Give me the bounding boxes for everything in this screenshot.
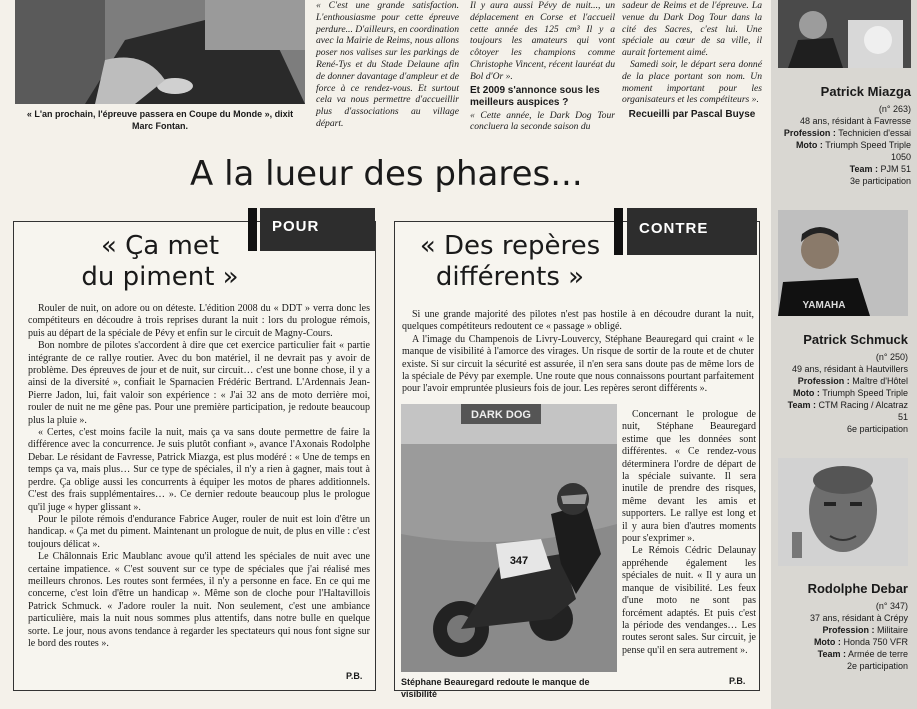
top-photo-caption: « L'an prochain, l'épreuve passera en Coupe du Monde », dixit Marc Fontan.	[26, 109, 294, 131]
pour-title: « Ça met du piment »	[81, 231, 239, 292]
pour-initials: P.B.	[346, 671, 363, 681]
pour-body: Rouler de nuit, on adore ou on déteste. L'édition 2008 du « DDT » verra donc les compétiteurs en découdre à trois reprises durant la nuit : lors du prologue rémois, puis au départ de la spéciale de Pévy et enfin sur le circuit de Magny-Cours. Bon nombre de pilotes s'accordent à dire que cet exercice particulier fait « partie intégrante de ce rallye routier. Avec du bon matériel, il ne devrait pas y avoir de problème. Des épreuves de jour et de nuit, sur circuit… c'est une bonne chose, il y a ainsi de la diversité », confiait le Sparnacien Frédéric Bertrand. L'Ardennais Jean-Pierre Jadon, lui, fait valoir son expérience : « J'ai 32 ans de moto derrière moi, rouler de nuit ne me gêne pas. Pour une première participation, je redoute beaucoup plus la pluie ». « Certes, c'est moins facile la nuit, mais ça va sans doute permettre de faire la différence avec la concurrence. Je suis plutôt confiant », avance l'Axonais Rodolphe Debar. Le résidant de Favresse, Patrick Miazga, est plus modéré : « Une de temps en temps ça va, mais plus… Sur ce type de spéciales, il n'y a rien à gagner, mais tout à perdre. Ça oblige aussi les concurrents à équiper les motos de phares additionnels. C'est des frais supplémentaires… ». Ce dernier redoute beaucoup plus le prologue qu'il juge « hyper glissant ». Pour le pilote rémois d'endurance Fabrice Auger, rouler de nuit est loin d'être un handicap. « Ça met du piment. Maintenant un prologue de nuit, de plus en ville : c'est toujours délicat ». Le Châlonnais Eric Maublanc avoue qu'il attend les spéciales de nuit avec une certaine impatience. « C'est souvent sur ce type de spéciales que j'ai réalisé mes meilleurs chronos. Les routes sont fermées, il n'y a personne en face. En ce qui me concerne, c'est loin d'être un handicap ». Même son de cloche pour l'Haltavillois Patrick Schmuck. « J'adore rouler la nuit. Non seulement, c'est une ambiance particulière, mais la nuit nous sommes plus attentifs, dans notre bulle en quelque sorte. Le jour, nous avons tendance à regarder les spectateurs qui nous font signe sur le bord des routes ».	[28, 303, 371, 649]
rider-card-miazga: Patrick Miazga (n° 263) 48 ans, résidant à Favresse Profession : Technicien d'essai Moto : Triumph Speed Triple 1050 Team : PJM 51 3e participation	[778, 84, 911, 187]
rider-team: CTM Racing / Alcatraz 51	[818, 400, 908, 422]
rider-profession: Technicien d'essai	[838, 128, 911, 138]
contre-tag: CONTRE	[627, 208, 757, 255]
rider-shirt-logo: YAMAHA	[802, 300, 846, 311]
rider-number: (n° 250)	[875, 352, 908, 362]
top-column-3: sadeur de Reims et de l'épreuve. La venue du Dark Dog Tour dans la cité des Sacres, c'est lui. Une spéciale au cœur de sa ville, il aurait fortement aimé. Samedi soir, le départ sera donné de la place portant son nom. Un moment important pour les organisateurs et les compétiteurs ». Recueilli par Pascal Buyse	[622, 0, 762, 121]
interview-question: Et 2009 s'annonce sous les meilleurs auspices ?	[470, 84, 600, 108]
contre-photo-caption: Stéphane Beauregard redoute le manque de visibilité	[401, 677, 590, 699]
contre-initials: P.B.	[729, 676, 746, 686]
rider-profession: Maître d'Hôtel	[852, 376, 908, 386]
rider-card-debar: Rodolphe Debar (n° 347) 37 ans, résidant à Crépy Profession : Militaire Moto : Honda 750 VFR Team : Armée de terre 2e participation	[778, 581, 908, 672]
rider-team: PJM 51	[880, 164, 911, 174]
rider-moto: Triumph Speed Triple	[822, 388, 908, 398]
photo-bike-number: 347	[509, 555, 529, 567]
interview-signature: Recueilli par Pascal Buyse	[628, 109, 756, 121]
rider-moto: Triumph Speed Triple 1050	[825, 140, 911, 162]
rider-name: Rodolphe Debar	[807, 581, 908, 596]
top-column-2: Il y aura aussi Pévy de nuit..., un déplacement en Corse et l'accueil cette année des 125 cm³ Il y a toujours les amateurs qui vont côtoyer les champions comme Christophe Vincent, récent lauréat du Bol d'Or ». Et 2009 s'annonce sous les meilleurs auspices ? « Cette année, le Dark Dog Tour concluera la seconde saison du	[470, 0, 615, 133]
rider-photo-debar	[778, 458, 908, 566]
rider-name: Patrick Schmuck	[803, 332, 908, 347]
rider-number: (n° 263)	[878, 104, 911, 114]
contre-title: « Des repères différents »	[419, 231, 601, 292]
contre-motorbike-photo	[401, 404, 617, 672]
rider-participation: 2e participation	[846, 661, 908, 671]
rider-photo-schmuck	[778, 210, 908, 316]
rider-name: Patrick Miazga	[820, 84, 911, 99]
rider-moto: Honda 750 VFR	[843, 637, 908, 647]
photo-banner-text: DARK DOG	[471, 409, 531, 421]
rider-card-schmuck: Patrick Schmuck (n° 250) 49 ans, résidant à Hautvillers Profession : Maître d'Hôtel Moto : Triumph Speed Triple Team : CTM Racing / Alcatraz 51 6e participation	[778, 332, 908, 435]
pour-tag: POUR	[260, 208, 375, 251]
page-headline: A la lueur des phares...	[190, 154, 583, 194]
top-left-photo	[15, 0, 305, 104]
rider-profession: Militaire	[876, 625, 908, 635]
top-column-1: « C'est une grande satisfaction. L'enthousiasme pour cette épreuve perdure... D'ailleurs, en coordination avec la Mairie de Reims, nous allons poser nos valises sur les parkings de René-Tys et du Stade Delaune afin de donner davantage d'ampleur et de force à ce rendez-vous. Et surtout cela va nous permettre d'accueillir plus d'associations au village départ.	[316, 0, 460, 129]
rider-photo-miazga	[778, 0, 911, 68]
rider-age: 48 ans, résidant à Favresse	[799, 116, 911, 126]
contre-body: Concernant le prologue de nuit, Stéphane Beauregard estime que les données sont différentes. « Ce rendez-vous déterminera l'ordre de départ de la spéciale suivante. Il sera inutile de prendre des risques, même devant les amis et supporters. Le rallye est long et il y aura bien d'autres moments pour s'exprimer ». Le Rémois Cédric Delaunay appréhende également les spéciales de nuit. « Il y aura un manque de visibilité. Les feux d'une moto ne sont pas forcément adaptés. Et puis c'est la période des vendanges… Les routes seront sales. Sur circuit, je pense qu'il en sera autrement ».	[622, 409, 756, 656]
rider-participation: 6e participation	[846, 424, 908, 434]
rider-age: 37 ans, résidant à Crépy	[809, 613, 908, 623]
rider-participation: 3e participation	[849, 176, 911, 186]
contre-intro: Si une grande majorité des pilotes n'est pas hostile à en découdre durant la nuit, quelques compétiteurs redoutent ce « passage » obligé. A l'image du Champenois de Livry-Louvercy, Stéphane Beauregard qui craint « le manque de visibilité à l'amorce des virages. Un risque de sortir de la route et de chuter existe. Si sur circuit la sécurité est assurée, il n'en sera sans doute pas de même lors de la spéciale de Pévy par exemple. Une route que nous connaissons pourtant parfaitement pour l'avoir empruntée plusieurs fois de jour. Les repères seront différents ».	[402, 309, 754, 395]
rider-team: Armée de terre	[847, 649, 908, 659]
contre-tag-accent	[614, 208, 623, 255]
rider-age: 49 ans, résidant à Hautvillers	[791, 364, 908, 374]
rider-number: (n° 347)	[875, 601, 908, 611]
